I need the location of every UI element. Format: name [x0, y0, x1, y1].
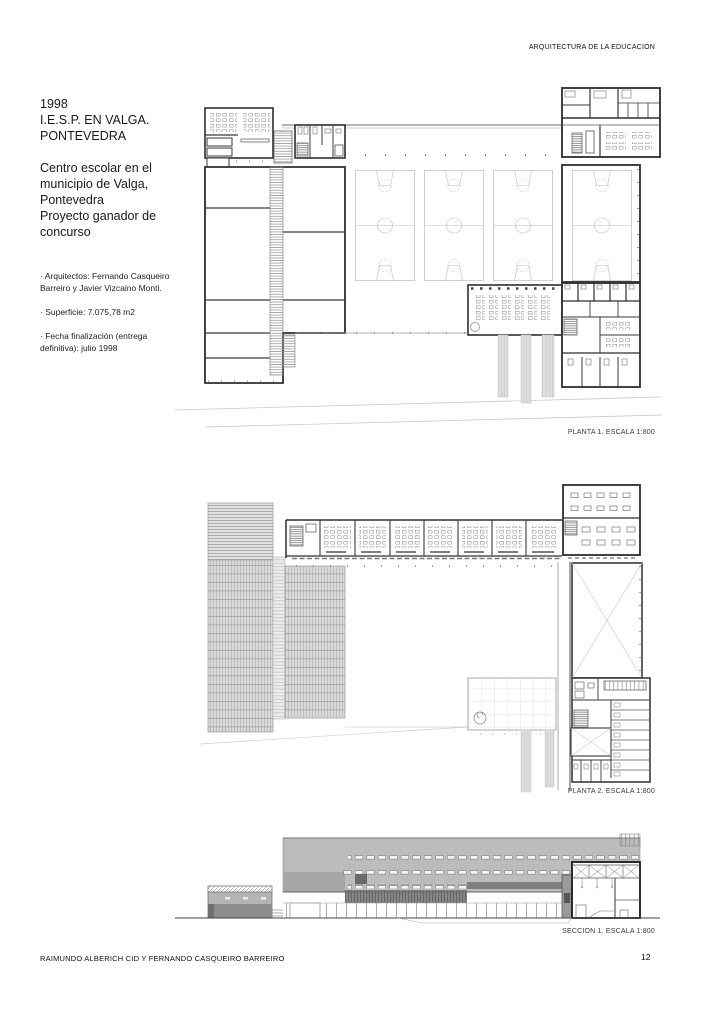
project-info — [40, 96, 182, 363]
project-note-date: · Fecha finalización (entrega definitiva): julio 1998 — [40, 331, 148, 353]
project-description-2: Proyecto ganador de concurso — [40, 209, 157, 239]
seccion-1-drawing — [170, 815, 665, 930]
project-note-architects: · Arquitectos: Fernando Casqueiro Barreiro y Javier Vizcaino Monti. — [40, 271, 170, 293]
project-description: Centro escolar en el municipio de Valga, Pontevedra — [40, 161, 152, 207]
seccion-1-caption: SECCION 1. ESCALA 1:800 — [562, 928, 655, 935]
project-title-line2: PONTEVEDRA — [40, 129, 127, 143]
planta-1-caption: PLANTA 1. ESCALA 1:800 — [567, 429, 655, 436]
planta-2-caption: PLANTA 2. ESCALA 1:800 — [567, 788, 655, 795]
planta-2-svg — [200, 480, 665, 795]
page-number: 12 — [641, 952, 651, 962]
planta-2-drawing — [200, 480, 665, 795]
page-header: ARQUITECTURA DE LA EDUCACION — [528, 44, 655, 51]
project-year: 1998 — [40, 97, 68, 111]
planta-1-drawing — [170, 85, 665, 430]
planta-1-svg — [170, 85, 665, 430]
project-title-line1: I.E.S.P. EN VALGA. — [40, 113, 150, 127]
page-footer-credits: RAIMUNDO ALBERICH CID Y FERNANDO CASQUEIRO BARREIRO — [40, 954, 285, 963]
project-note-surface: · Superficie: 7.075,78 m2 — [40, 307, 135, 317]
seccion-1-svg — [170, 815, 665, 930]
